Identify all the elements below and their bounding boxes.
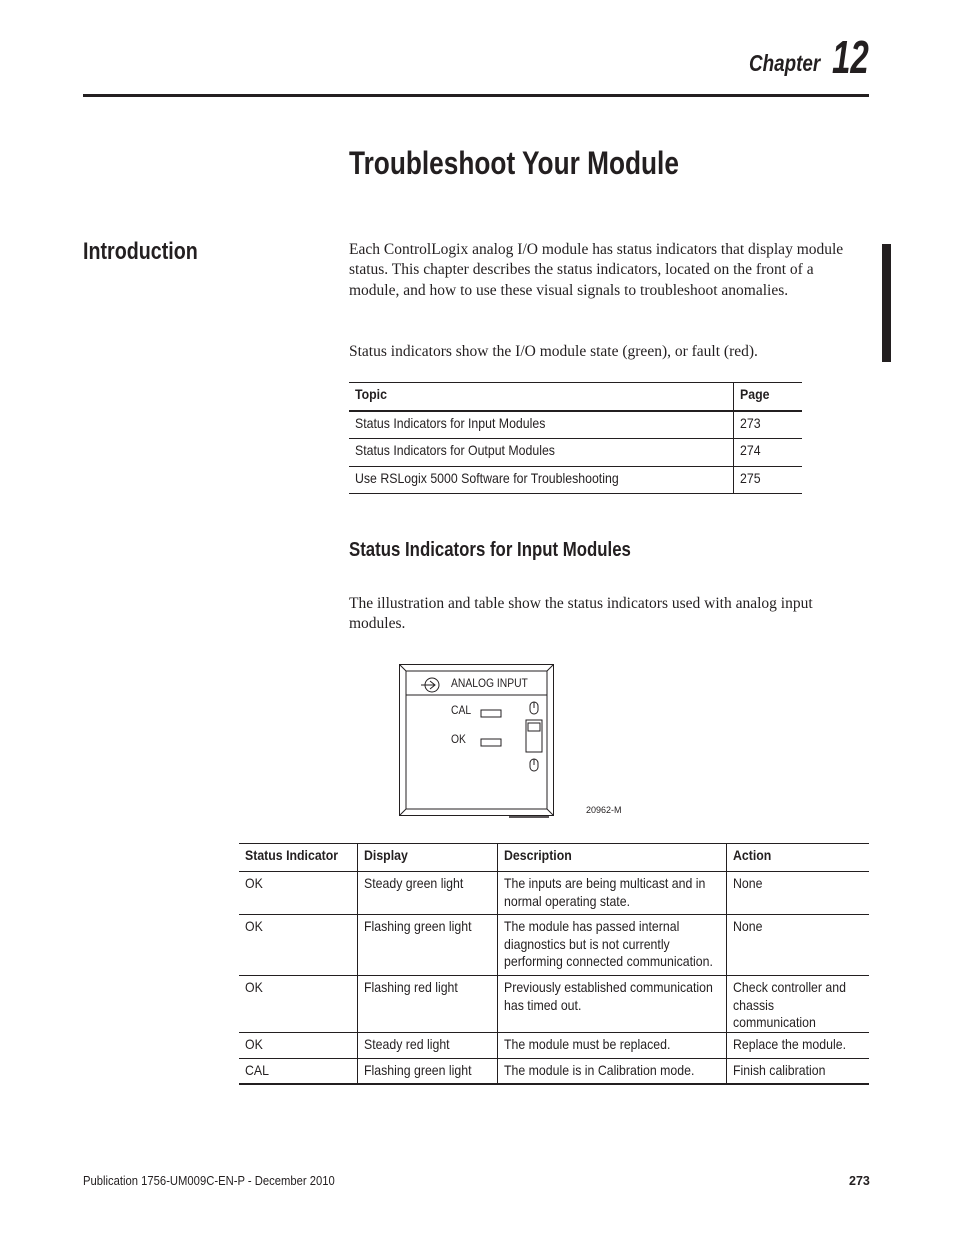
topic-table	[349, 382, 802, 494]
description-cell: Previously established communication has timed out.	[498, 976, 727, 1033]
action-cell: Check controller and chassis communication	[727, 976, 870, 1033]
page-cell: 274	[734, 439, 803, 467]
page-number: 273	[849, 1174, 870, 1188]
column-header: Status Indicator	[239, 844, 358, 872]
intro-paragraph: Each ControlLogix analog I/O module has status indicators that display module status. This chapter describes the status indicators, located on the front of a module, and how to use these visual signals to troubleshoot anomalies.	[349, 241, 844, 299]
indicator-cell: OK	[239, 1032, 358, 1058]
status-indicator-table	[239, 843, 869, 1085]
table-row	[239, 915, 869, 976]
figure-title: ANALOG INPUT	[451, 676, 528, 690]
figure-id: 20962-M	[586, 805, 622, 815]
topic-cell: Use RSLogix 5000 Software for Troubleshooting	[349, 466, 734, 494]
table-row	[239, 872, 869, 915]
topic-cell: Status Indicators for Output Modules	[349, 439, 734, 467]
publication-footer: Publication 1756-UM009C-EN-P - December 2010	[83, 1174, 335, 1188]
indicator-cell: OK	[239, 872, 358, 915]
action-cell: None	[727, 872, 870, 915]
display-cell: Flashing green light	[358, 1058, 498, 1084]
column-header: Action	[727, 844, 870, 872]
change-bar	[882, 244, 891, 362]
display-cell: Steady green light	[358, 872, 498, 915]
table-row	[349, 411, 802, 439]
description-cell: The module has passed internal diagnostics but is not currently performing connected communication.	[498, 915, 727, 976]
cal-label: CAL	[451, 703, 472, 717]
subsection-heading: Status Indicators for Input Modules	[349, 539, 631, 561]
action-cell: Replace the module.	[727, 1032, 870, 1058]
page-cell: 275	[734, 466, 803, 494]
status-paragraph: Status indicators show the I/O module state (green), or fault (red).	[349, 343, 758, 360]
description-cell: The inputs are being multicast and in normal operating state.	[498, 872, 727, 915]
column-header: Description	[498, 844, 727, 872]
status-table-header	[239, 844, 869, 872]
display-cell: Flashing red light	[358, 976, 498, 1033]
column-header: Display	[358, 844, 498, 872]
indicator-cell: OK	[239, 915, 358, 976]
indicator-cell: OK	[239, 976, 358, 1033]
column-header: Topic	[349, 383, 734, 411]
table-row	[349, 439, 802, 467]
description-cell: The module must be replaced.	[498, 1032, 727, 1058]
description-cell: The module is in Calibration mode.	[498, 1058, 727, 1084]
indicator-cell: CAL	[239, 1058, 358, 1084]
table-row	[239, 1032, 869, 1058]
table-row	[239, 1058, 869, 1084]
action-cell: None	[727, 915, 870, 976]
table-row	[349, 466, 802, 494]
page-title: Troubleshoot Your Module	[349, 145, 679, 181]
section-heading: Introduction	[83, 238, 198, 265]
chapter-label: Chapter	[749, 50, 821, 76]
subsection-paragraph: The illustration and table show the status indicators used with analog input modules.	[349, 595, 813, 633]
chapter-rule	[83, 94, 869, 97]
ok-label: OK	[451, 732, 466, 746]
topic-cell: Status Indicators for Input Modules	[349, 411, 734, 439]
page-cell: 273	[734, 411, 803, 439]
topic-table-header	[349, 383, 802, 411]
action-cell: Finish calibration	[727, 1058, 870, 1084]
table-row	[239, 976, 869, 1033]
display-cell: Flashing green light	[358, 915, 498, 976]
column-header: Page	[734, 383, 803, 411]
module-illustration	[399, 664, 555, 819]
chapter-number: 12	[832, 31, 869, 83]
display-cell: Steady red light	[358, 1032, 498, 1058]
